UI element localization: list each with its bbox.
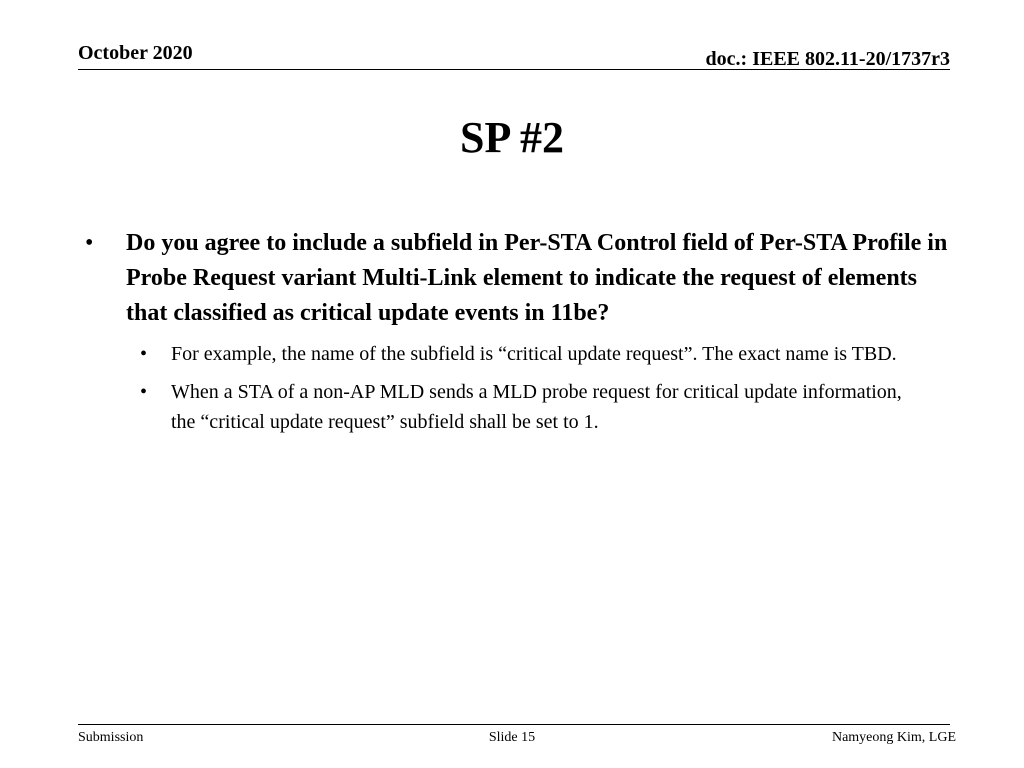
sub-bullet-marker: •	[140, 343, 148, 365]
bullet-text: Do you agree to include a subfield in Per-STA Control field of Per-STA Profile in Probe Request variant Multi-Link element to indicate the request of elements that classified as critical update events in 11be?	[126, 230, 948, 326]
footer-slide-number: Slide 15	[488, 730, 536, 745]
footer-author: Namyeong Kim, LGE	[831, 730, 956, 745]
header-divider	[78, 69, 950, 70]
slide-body	[85, 226, 955, 437]
footer-divider	[78, 724, 950, 725]
sub-bullet-text: When a STA of a non-AP MLD sends a MLD probe request for critical update information, the “critical update request” subfield shall be set to 1.	[171, 381, 902, 433]
slide-title: SP #2	[460, 113, 564, 162]
sub-bullet-marker: •	[140, 381, 148, 403]
bullet-level-1	[85, 226, 955, 331]
sub-bullet-rule	[85, 377, 921, 437]
sub-bullet-text: For example, the name of the subfield is “critical update request”. The exact name is TBD.	[171, 343, 897, 365]
footer-submission: Submission	[78, 730, 144, 745]
sub-bullet-example	[85, 339, 921, 369]
header-document-id: doc.: IEEE 802.11-20/1737r3	[705, 48, 950, 70]
header-date: October 2020	[78, 42, 193, 64]
bullet-marker: •	[85, 230, 94, 256]
